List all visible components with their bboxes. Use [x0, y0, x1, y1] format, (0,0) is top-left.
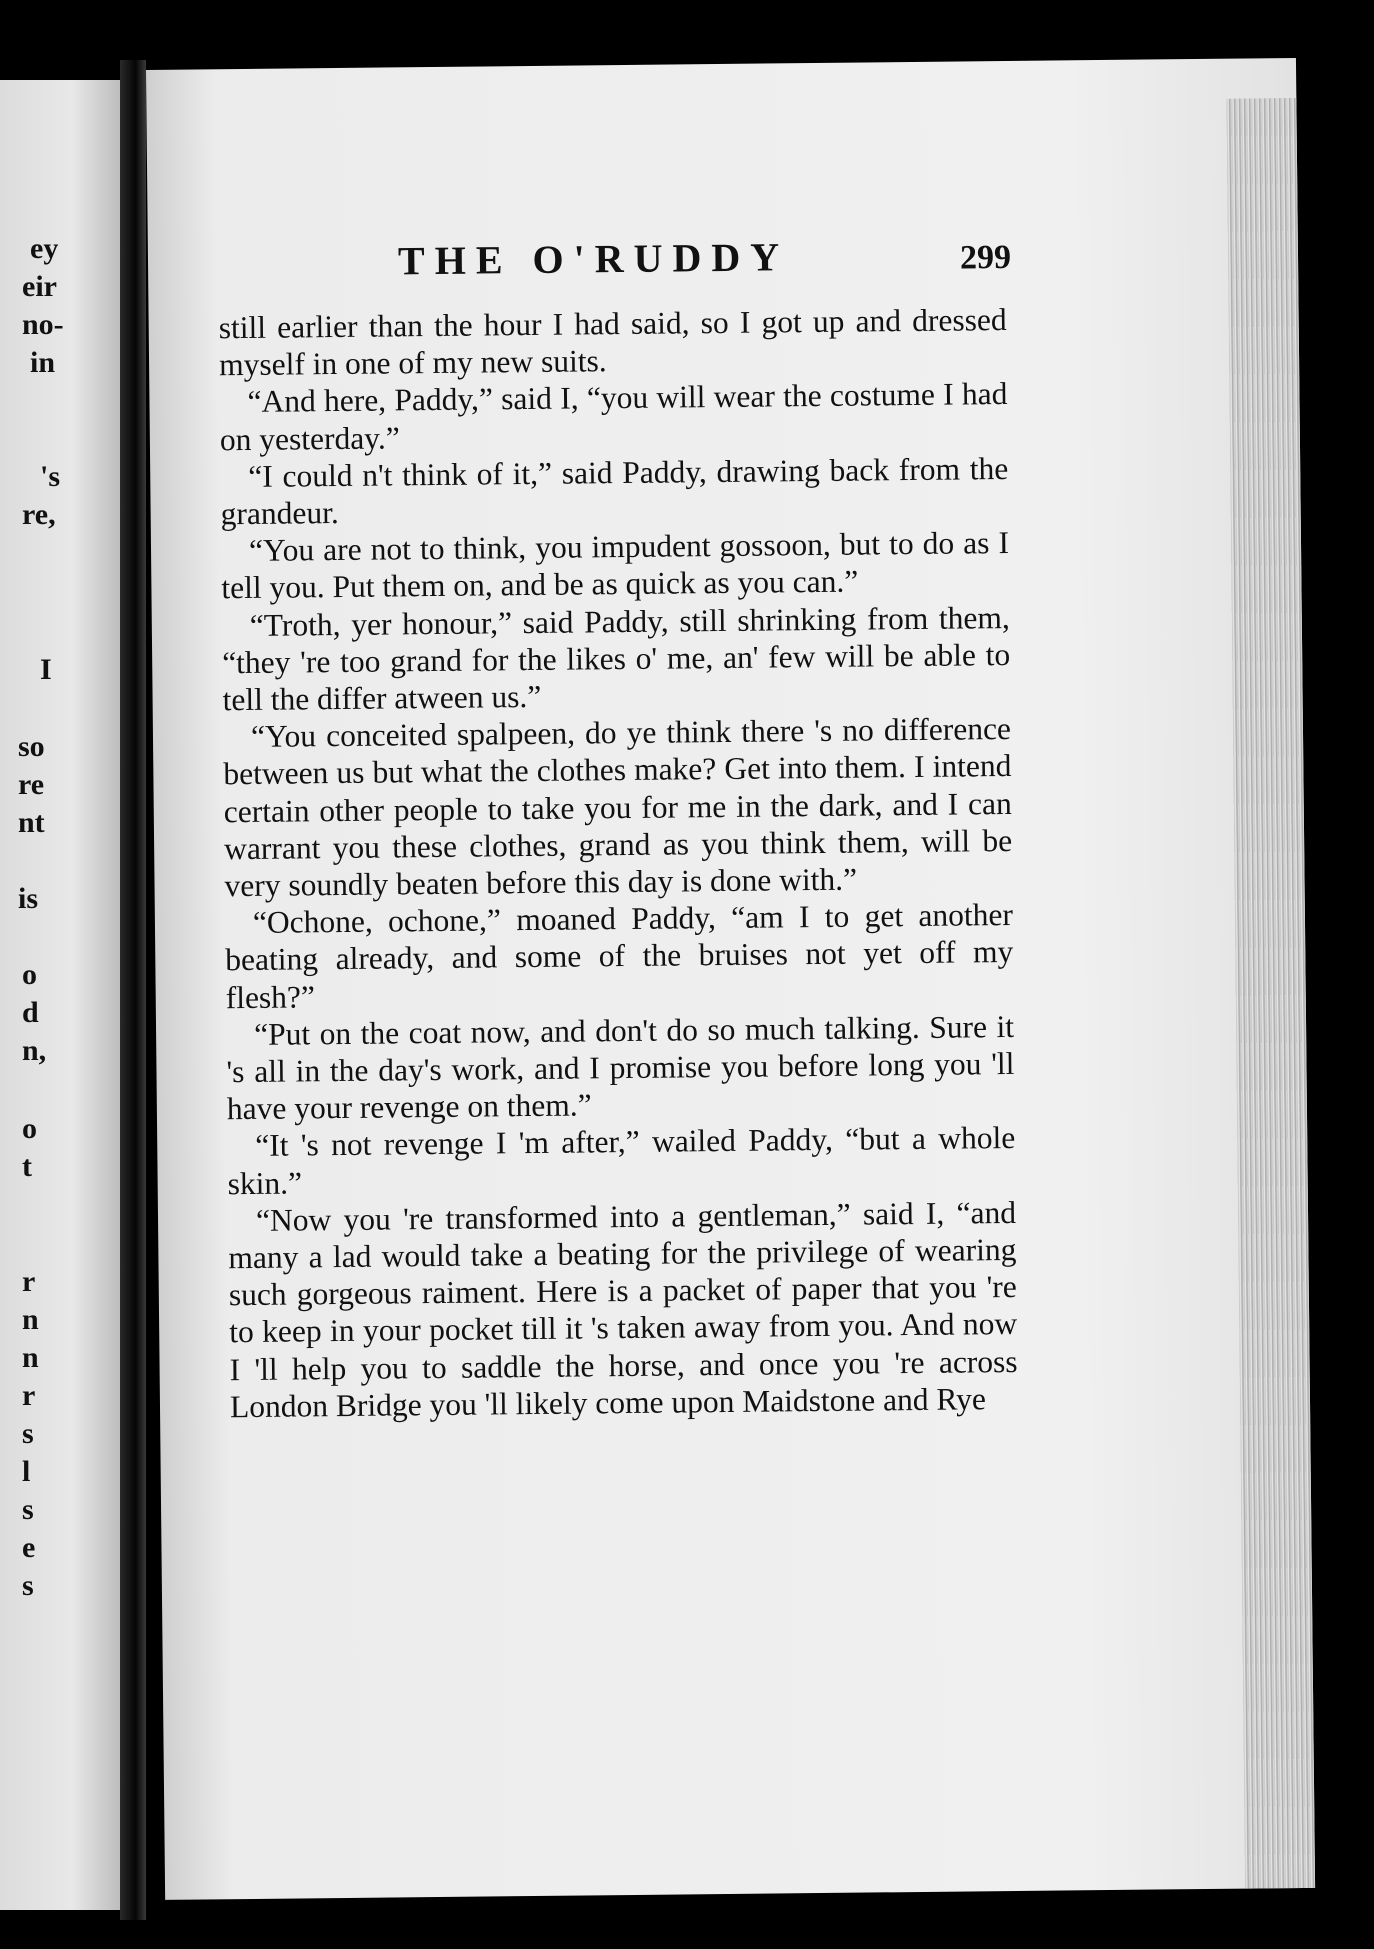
left-fragment: ey [30, 232, 59, 265]
paragraph: “Troth, yer honour,” said Paddy, still shrinking from them, “they 're too grand for the likes o' me, an' few will be able to tell the differ atween us.” [222, 599, 1011, 718]
paragraph: “It 's not revenge I 'm after,” wailed Paddy, “but a whole skin.” [227, 1120, 1016, 1201]
left-fragment: s [22, 1417, 34, 1450]
left-fragment: n, [22, 1034, 47, 1067]
paragraph: “And here, Paddy,” said I, “you will wear the costume I had on yesterday.” [219, 376, 1008, 457]
running-head: THE O'RUDDY [397, 234, 790, 284]
paragraph: “Ochone, ochone,” moaned Paddy, “am I to get another beating already, and some of the bruises not yet off my flesh?” [225, 897, 1014, 1015]
left-fragment: re, [22, 498, 56, 531]
left-fragment: nt [18, 806, 45, 839]
left-fragment: no- [22, 308, 64, 341]
paragraph: “You are not to think, you impudent gossoon, but to do as I tell you. Put them on, and be as quick as you can.” [221, 525, 1010, 606]
page-edge [1226, 98, 1315, 1889]
left-fragment: r [22, 1379, 36, 1412]
left-fragment: o [22, 1112, 37, 1145]
left-fragment: s [22, 1569, 34, 1602]
left-fragment: l [22, 1455, 31, 1488]
left-fragment: t [22, 1150, 32, 1183]
left-fragment: 's [40, 460, 61, 493]
left-fragment: is [18, 882, 39, 915]
left-fragment: n [22, 1341, 39, 1374]
paragraph: “You conceited spalpeen, do ye think there 's no difference between us but what the clothes make? Get into them. I intend certain other people to take you for me in the dark, and I can warrant you these clothes, grand as you think them, will be very soundly beaten before this day is done with.” [223, 711, 1013, 904]
left-fragment: o [22, 958, 37, 991]
left-fragment: I [40, 653, 52, 686]
left-fragment: s [22, 1493, 34, 1526]
left-fragment: n [22, 1303, 39, 1336]
paragraph: “I could n't think of it,” said Paddy, drawing back from the grandeur. [220, 450, 1009, 532]
body-text [219, 301, 1019, 1425]
book-gutter [120, 60, 146, 1920]
left-fragment: r [22, 1265, 36, 1298]
paragraph: “Now you 're transformed into a gentleman,” said I, “and many a lad would take a beating for the privilege of wearing such gorgeous raiment. Here is a packet of paper that you 're to keep in your pocket till it 's taken away from you. And now I 'll help you to saddle the horse, and once you 're across London Bridge you 'll likely come upon Maidstone and Rye [228, 1194, 1018, 1425]
page-number: 299 [959, 238, 1012, 277]
left-fragment: d [22, 996, 39, 1029]
facing-page [0, 80, 120, 1910]
left-fragment: in [30, 346, 56, 379]
left-fragment: eir [22, 270, 57, 303]
paragraph: still earlier than the hour I had said, so I got up and dressed myself in one of my new suits. [218, 302, 1007, 383]
left-fragment: e [22, 1531, 36, 1564]
left-fragment: re [18, 768, 45, 801]
paragraph: “Put on the coat now, and don't do so much talking. Sure it 's all in the day's work, and I promise you before long you 'll have your revenge on them.” [226, 1008, 1015, 1127]
left-fragment: so [18, 730, 45, 763]
book-page [146, 58, 1315, 1900]
